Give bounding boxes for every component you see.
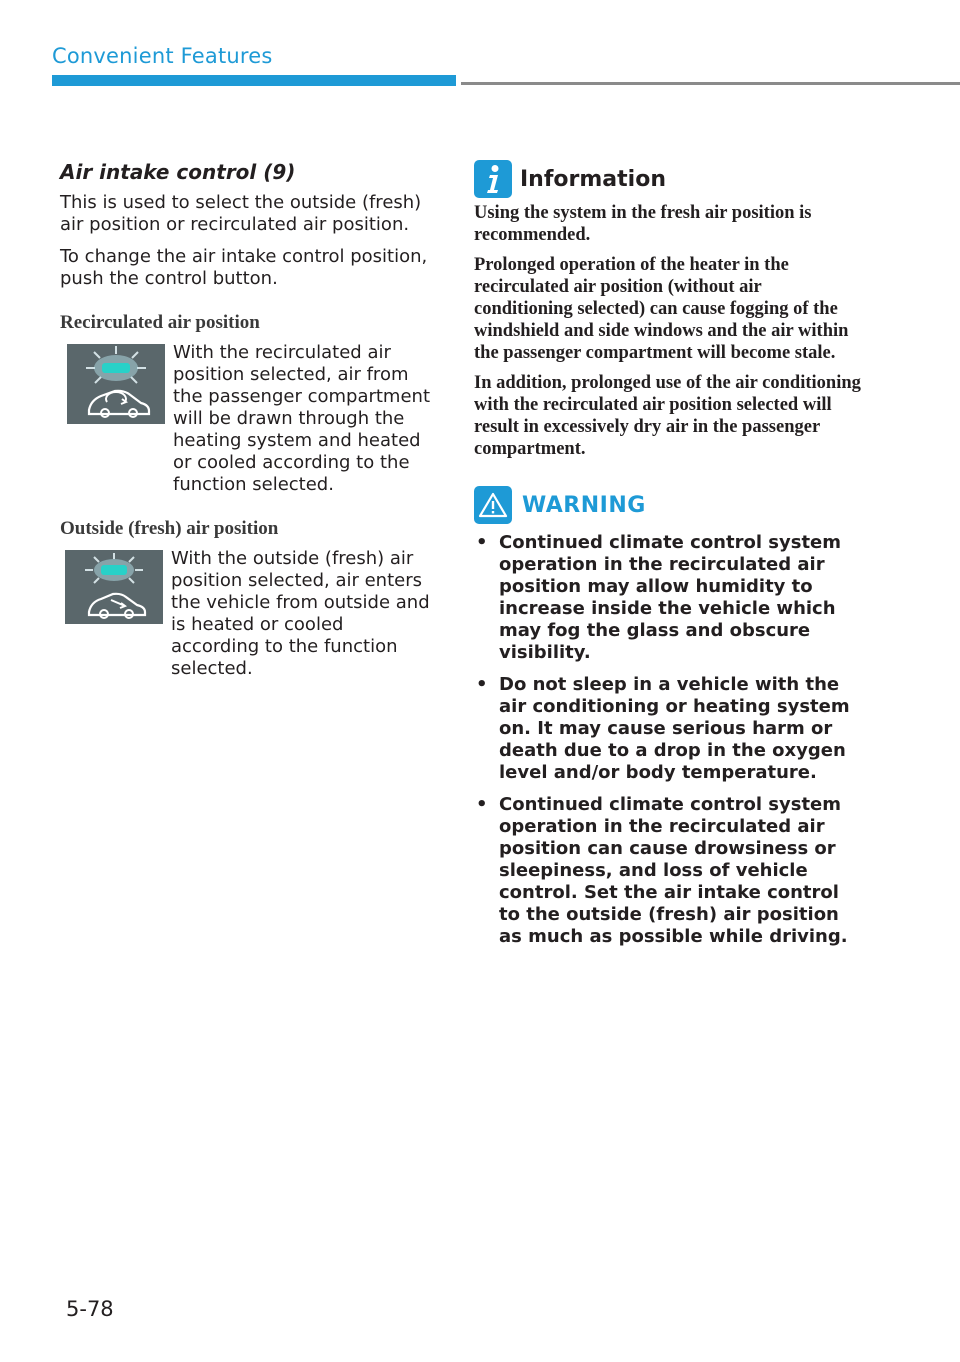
bullet-icon: • <box>476 674 488 695</box>
bullet-icon: • <box>476 532 488 553</box>
right-column <box>474 160 864 958</box>
warning-title: WARNING <box>522 492 646 518</box>
recirculated-description: With the recirculated air position selected, air from the passenger compartment will be drawn through the heating system and heated or cooled according to the function selected. <box>173 342 431 495</box>
left-column <box>60 160 440 680</box>
fresh-air-button-icon <box>65 550 163 624</box>
info-paragraph-2: Prolonged operation of the heater in the recirculated air position (without air conditioning selected) can cause fogging of the windshield and side windows and the air within the passenger compartment will become stale. <box>474 255 849 363</box>
warning-item-text: Do not sleep in a vehicle with the air conditioning or heating system on. It may cause serious harm or death due to a drop in the oxygen level and/or body temperature. <box>499 674 850 783</box>
section-title: Convenient Features <box>52 44 273 68</box>
intro-paragraph-2: To change the air intake control position, push the control button. <box>60 246 428 289</box>
warning-item <box>474 532 864 664</box>
info-paragraph-3: In addition, prolonged use of the air conditioning with the recirculated air position selected will result in excessively dry air in the passenger compartment. <box>474 373 861 459</box>
recirculated-heading: Recirculated air position <box>60 312 260 333</box>
warning-header <box>474 486 864 524</box>
warning-list <box>474 532 864 948</box>
warning-item-text: Continued climate control system operation in the recirculated air position can cause drowsiness or sleepiness, and loss of vehicle control. Set the air intake control to the outside (fresh) air position as much as possible while driving. <box>499 794 848 947</box>
info-icon <box>474 160 512 198</box>
recirculated-air-button-icon <box>67 344 165 424</box>
recirculated-row <box>60 342 440 496</box>
fresh-air-row <box>60 548 440 680</box>
page-number: 5-78 <box>66 1297 114 1321</box>
warning-item-text: Continued climate control system operation in the recirculated air position may allow humidity to increase inside the vehicle which may fog the glass and obscure visibility. <box>499 532 842 663</box>
fresh-air-description: With the outside (fresh) air position selected, air enters the vehicle from outside and is heated or cooled according to the function selected. <box>171 548 430 679</box>
warning-item <box>474 674 864 784</box>
warning-icon <box>474 486 512 524</box>
information-title: Information <box>520 166 666 192</box>
warning-item <box>474 794 864 948</box>
information-header <box>474 160 864 198</box>
intro-paragraph-1: This is used to select the outside (fresh) air position or recirculated air position. <box>60 192 422 235</box>
air-intake-heading: Air intake control (9) <box>60 160 296 184</box>
header-rule <box>461 82 960 85</box>
info-paragraph-1: Using the system in the fresh air position is recommended. <box>474 203 812 245</box>
fresh-air-heading: Outside (fresh) air position <box>60 518 279 539</box>
header-rule-accent <box>52 75 456 86</box>
bullet-icon: • <box>476 794 488 815</box>
